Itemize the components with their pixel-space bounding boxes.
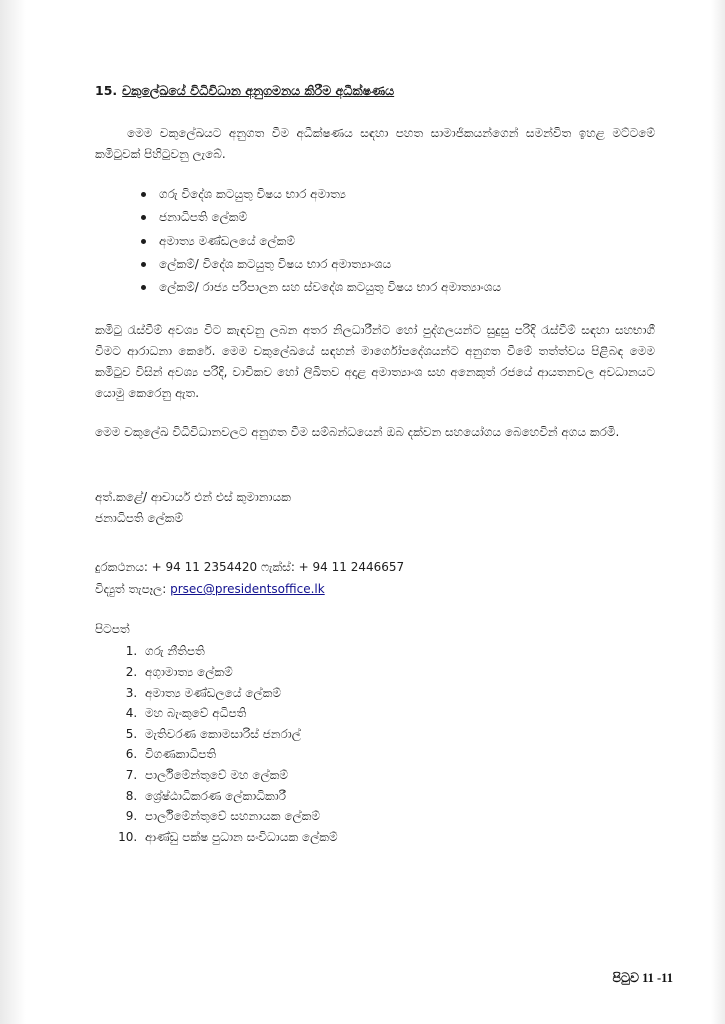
list-item: ලේකම්/ විදේශ කටයුතු විෂය භාර අමාත්‍යාංශය (141, 253, 655, 276)
list-item: අමාත්‍ය මණ්ඩලයේ ලේකම් (141, 230, 655, 253)
email-line (95, 578, 655, 600)
committee-member-list (95, 183, 655, 300)
body-paragraph-2: මෙම චකුලේඛ විධිවිධානවලට අනුගත වීම සම්බන්ධයෙන් ඔබ දක්වන සහයෝගය බෙහෙවින් අගය කරමි. (95, 424, 620, 439)
signatory-name: අත්.කළේ/ ආචාර්ය එන් එස් කුමානායක (95, 489, 291, 504)
list-item: 3. අමාත්‍ය මණ්ඩලයේ ලේකම් (141, 683, 655, 704)
document-content (95, 82, 655, 848)
contact-block (95, 556, 655, 600)
list-item: ලේකම්/ රාජ්‍ය පරිපාලන සහ ස්වදේශ කටයුතු විෂය භාර අමාත්‍යාංශය (141, 276, 655, 299)
section-heading (95, 82, 655, 101)
signatory-title: ජනාධිපති ලේකම් (95, 511, 184, 526)
list-item: ගරු විදේශ කටයුතු විෂය භාර අමාත්‍ය (141, 183, 655, 206)
copies-label: පිටපත් (95, 622, 130, 637)
page-footer: පිටුව 11 -11 (612, 971, 673, 985)
list-item: 5. මැතිවරණ කොමසාරිස් ජනරාල් (141, 724, 655, 745)
body-paragraph-1: කමිටු රැස්වීම් අවශ්‍ය විට කැඳවනු ලබන අතර නිලධාරීන්ට හෝ පුද්ගලයන්ට සුදුසු පරිදි රැස්වීම් සඳහා සහභාගී වීමට ආරාධනා කෙරේ. මෙම චකුලේඛයේ සඳහන් මාර්ගෝපදේශයන්ට අනුගත වීමේ තත්ත්වය පිළිබඳ මෙම කමිටුව විසින් අවශ්‍ය පරිදි, වාචිකව හෝ ලිඛිතව අදාළ අමාත්‍යාංශ සහ අනෙකුත් රජයේ ආයතනවල අවධානයට යොමු කෙරෙනු ඇත. (95, 322, 656, 400)
section-title: චකුලේඛයේ විධිවිධාන අනුගමනය කිරීම අධීක්ෂණය (122, 83, 395, 98)
list-item: 8. ශ්‍රේෂ්ඨාධිකරණ ලේකාධිකාරී (141, 786, 655, 807)
list-item: 7. පාර්ලිමේන්තුවේ මහ ලේකම් (141, 765, 655, 786)
email-label: විද්‍යුත් තැපෑල: (95, 582, 167, 597)
list-item: 1. ගරු නීතිපති (141, 641, 655, 662)
list-item: 4. මහ බැංකුවේ අධිපති (141, 703, 655, 724)
list-item: 9. පාර්ලිමේන්තුවේ සහනායක ලේකම් (141, 806, 655, 827)
phone-line: දුරකථනය: + 94 11 2354420 ෆැක්ස්: + 94 11 2446657 (95, 559, 405, 574)
list-item: ජනාධිපති ලේකම් (141, 206, 655, 229)
section-number: 15. (95, 83, 118, 98)
list-item: 2. අගුාමාත්‍ය ලේකම් (141, 662, 655, 683)
copies-list (95, 641, 655, 847)
signature-block (95, 487, 655, 530)
intro-paragraph: මෙම චකුලේඛයට අනුගත වීම අධීක්ෂණය සඳහා පහත සාමාජිකයන්ගෙන් සමන්විත ඉහළ මට්ටමේ කමිටුවක් පිහිටුවනු ලැබේ. (95, 125, 655, 161)
list-item: 6. විගණකාධිපති (141, 744, 655, 765)
list-item: 10. ආණ්ඩු පක්ෂ පුධාන සංවිධායක ලේකම් (141, 827, 655, 848)
email-link[interactable]: prsec@presidentsoffice.lk (170, 582, 325, 597)
